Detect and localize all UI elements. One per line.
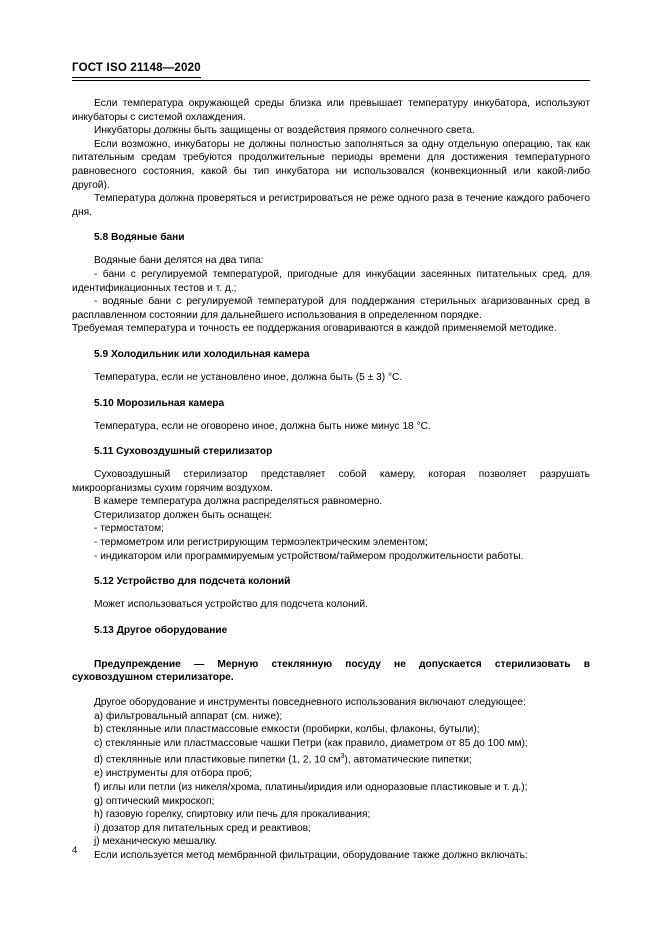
body-paragraph: - водяные бани с регулируемой температурой для поддержания стерильных агаризованных сред в расплавленном состоянии для дальнейшего использования в определенном порядке. — [72, 296, 590, 321]
spacer — [72, 685, 590, 696]
body-paragraph: Стерилизатор должен быть оснащен: — [94, 509, 273, 521]
body-paragraph: i) дозатор для питательных сред и реактивов; — [94, 822, 311, 834]
spacer — [72, 336, 590, 349]
section-heading: 5.10 Морозильная камера — [94, 397, 225, 409]
body-paragraph: Температура, если не оговорено иное, должна быть ниже минус 18 °С. — [94, 420, 431, 432]
body-paragraph: В камере температура должна распределяться равномерно. — [94, 496, 383, 508]
body-paragraph: e) инструменты для отбора проб; — [94, 768, 253, 780]
body-paragraph: h) газовую горелку, спиртовку или печь для прокаливания; — [94, 809, 371, 821]
spacer — [72, 360, 590, 371]
body-paragraph: d) стеклянные или пластиковые пипетки (1, 2, 10 $см^3$), автоматические пипетки; — [94, 753, 472, 766]
body-paragraph: f) иглы или петли (из никеля/хрома, платины/иридия или одноразовые пластиковые и т. д.); — [94, 781, 528, 793]
spacer — [72, 385, 590, 398]
body-paragraph: j) механическую мешалку. — [94, 836, 218, 848]
section-heading: 5.13 Другое оборудование — [94, 624, 228, 636]
body-paragraph: Требуемая температура и точность ее поддержания оговариваются в каждой применяемой методике. — [72, 323, 557, 335]
body-paragraph: Если используется метод мембранной фильтрации, оборудование также должно включать: — [94, 849, 528, 861]
spacer — [72, 433, 590, 446]
spacer — [72, 243, 590, 254]
spacer — [72, 612, 590, 625]
warning-note: Предупреждение — Мерную стеклянную посуду не допускается стерилизовать в суховоздушном стерилизаторе. — [72, 658, 590, 684]
spacer — [72, 219, 590, 232]
spacer — [72, 587, 590, 598]
spacer — [72, 563, 590, 576]
body-paragraph: b) стеклянные или пластмассовые емкости (пробирки, колбы, флаконы, бутыли); — [94, 724, 480, 736]
document-header: ГОСТ ISO 21148—2020 — [72, 62, 201, 78]
body-paragraph: Инкубаторы должны быть защищены от воздействия прямого солнечного света. — [94, 125, 475, 137]
body-paragraph: Может использоваться устройство для подсчета колоний. — [94, 599, 368, 611]
spacer — [72, 636, 590, 647]
page-number: 4 — [72, 845, 78, 856]
document-body — [72, 97, 590, 863]
section-heading: 5.8 Водяные бани — [94, 232, 185, 244]
page-content — [72, 58, 590, 863]
body-paragraph: - индикатором или программируемым устройством/таймером продолжительности работы. — [94, 550, 524, 562]
body-paragraph: Температура, если не установлено иное, должна быть (5 ± 3) °С. — [94, 371, 403, 383]
header-divider — [72, 80, 590, 81]
body-paragraph: Если температура окружающей среды близка или превышает температуру инкубатора, используют инкубаторы с системой охлаждения. — [72, 98, 590, 123]
body-paragraph: - термометром или регистрирующим термоэлектрическим элементом; — [94, 537, 428, 549]
body-paragraph: Температура должна проверяться и регистрироваться не реже одного раза в течение каждого рабочего дня. — [72, 193, 590, 218]
spacer — [72, 647, 590, 658]
body-paragraph: Суховоздушный стерилизатор представляет собой камеру, которая позволяет разрушать микроорганизмы сухим горячим воздухом. — [72, 469, 590, 494]
spacer — [72, 457, 590, 468]
body-paragraph: g) оптический микроскоп; — [94, 795, 215, 807]
spacer — [72, 409, 590, 420]
body-paragraph: Другое оборудование и инструменты повседневного использования включают следующее: — [94, 697, 526, 709]
body-paragraph: a) фильтровальный аппарат (см. ниже); — [94, 710, 283, 722]
section-heading: 5.12 Устройство для подсчета колоний — [94, 576, 291, 588]
body-paragraph: - термостатом; — [94, 523, 164, 535]
body-paragraph: - бани с регулируемой температурой, пригодные для инкубации засеянных питательных сред, для идентификационных тестов и т. д.; — [72, 268, 590, 294]
body-paragraph: Если возможно, инкубаторы не должны полностью заполняться за одну отдельную операцию, так как питательным средам требуются продолжительные периоды времени для достижения температурного равновесного состояния, какой бы тип инкубатора ни использовался (конвекционный или какой-либо другой). — [72, 138, 590, 191]
section-heading: 5.11 Суховоздушный стерилизатор — [94, 446, 273, 458]
body-paragraph: c) стеклянные или пластмассовые чашки Петри (как правило, диаметром от 85 до 100 мм); — [94, 737, 528, 749]
section-heading: 5.9 Холодильник или холодильная камера — [94, 348, 310, 360]
body-paragraph: Водяные бани делятся на два типа: — [94, 255, 264, 267]
